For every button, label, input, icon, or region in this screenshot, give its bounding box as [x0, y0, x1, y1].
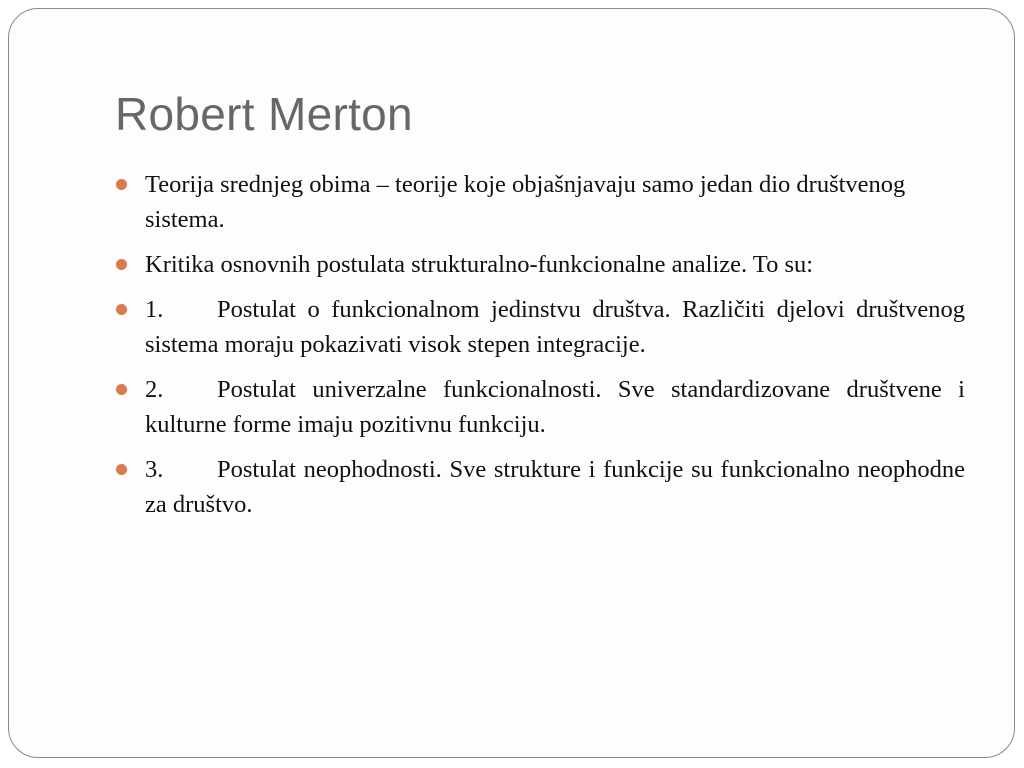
bullet-marker-icon — [116, 179, 127, 190]
slide-title: Robert Merton — [115, 88, 413, 140]
numbered-bullet-item — [113, 452, 965, 522]
numbered-bullet-item — [113, 292, 965, 362]
slide — [8, 8, 1015, 758]
bullet-item — [113, 167, 965, 237]
bullet-number: 2. — [145, 376, 164, 403]
bullet-marker-icon — [116, 464, 127, 475]
bullet-text: Postulat o funkcionalnom jedinstvu društva. Različiti djelovi društvenog sistema moraju pokazivati visok stepen integracije. — [145, 296, 965, 358]
bullet-list — [113, 167, 965, 532]
bullet-text: Teorija srednjeg obima – teorije koje objašnjavaju samo jedan dio društvenog sistema. — [145, 171, 906, 233]
bullet-text: Postulat univerzalne funkcionalnosti. Sve standardizovane društvene i kulturne forme imaju pozitivnu funkciju. — [145, 376, 965, 438]
bullet-text: Postulat neophodnosti. Sve strukture i funkcije su funkcionalno neophodne za društvo. — [145, 456, 965, 518]
bullet-marker-icon — [116, 304, 127, 315]
bullet-marker-icon — [116, 384, 127, 395]
bullet-marker-icon — [116, 259, 127, 270]
numbered-bullet-item — [113, 372, 965, 442]
bullet-text: Kritika osnovnih postulata strukturalno-funkcionalne analize. To su: — [145, 251, 814, 278]
bullet-item — [113, 247, 965, 282]
bullet-number: 3. — [145, 456, 164, 483]
bullet-number: 1. — [145, 296, 164, 323]
